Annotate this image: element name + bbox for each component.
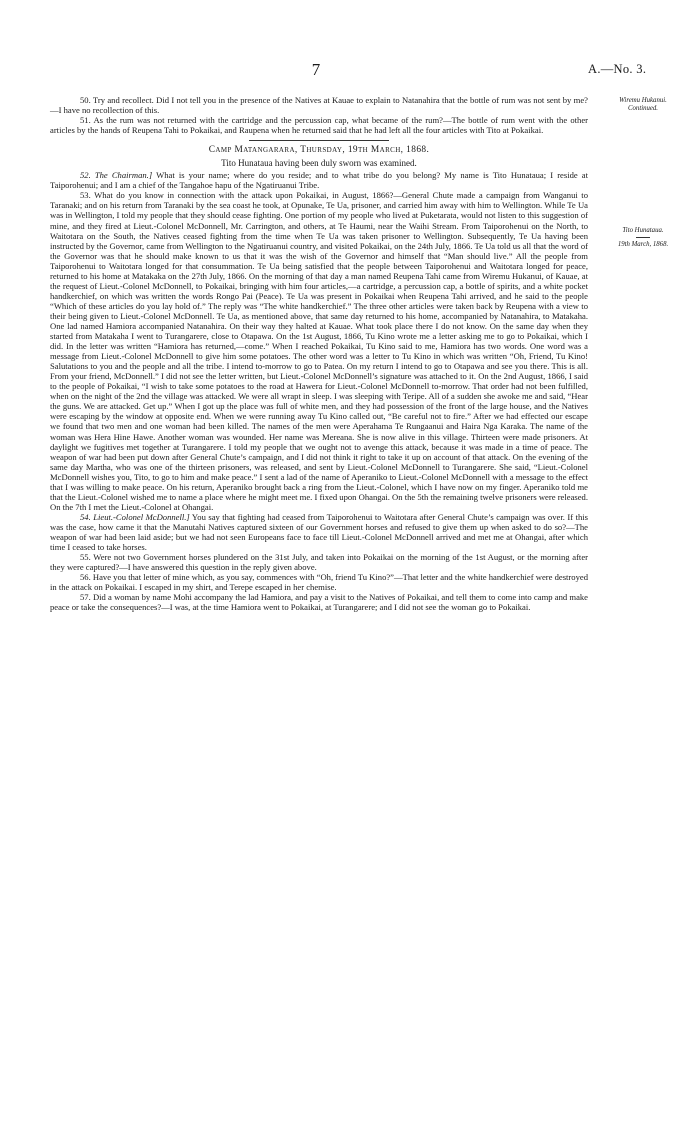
sidenote-continued: Continued. xyxy=(627,105,659,112)
sidenote-divider xyxy=(636,237,650,238)
paragraph-q55: 55. Were not two Government horses plundered on the 31st July, and taken into Pokaikai on the morning of the 1st August, or the morning after they were captured?—I have answered this question in the reply given above. xyxy=(50,552,588,573)
paper-reference: A.—No. 3. xyxy=(588,62,647,76)
paragraph-q56: 56. Have you that letter of mine which, as you say, commences with “Oh, friend Tu Kino?”—That letter and the white handkerchief were destroyed in the attack on Pokaikai. I escaped in my shirt, and Terepe escaped in her chemise. xyxy=(50,572,588,593)
speaker-label: 54. Lieut.-Colonel McDonnell.] xyxy=(80,511,190,522)
paragraph-q57: 57. Did a woman by name Mohi accompany the lad Hamiora, and pay a visit to the Natives of Pokaikai, and tell them to come into camp and make peace or take the consequences?—I was, at the time Hamiora went to Pokaikai, at Turangarere; and I did not see the woman go to Pokaikai. xyxy=(50,592,588,613)
paragraph-q52 xyxy=(50,170,588,190)
q54-text: You say that fighting had ceased from Taiporohenui to Waitotara after General Chute’s campaign was over. If this was the case, how came it that the Manutahi Natives captured sixteen of our Government horses and refused to give them up when asked to do so?—The weapon of war had been laid aside; but we had not seen Europeans face to face till Lieut.-Colonel McDonnell arrived and met me at Ohangai, after which time I ceased to take horses. xyxy=(50,511,588,553)
sidenote-name: Tito Hunataua. xyxy=(622,227,664,234)
sidenote-witness-1 xyxy=(596,97,690,113)
page-number: 7 xyxy=(311,60,321,79)
camp-place: Camp Matangarara xyxy=(208,145,295,156)
paragraph-q53: 53. What do you know in connection with the attack upon Pokaikai, in August, 1866?—General Chute made a campaign from Wanganui to Taranaki; and on his return from Taranaki by the sea coast he took, at Opunake, Te Ua, prisoner, and carried him away with him to Wellington. While Te Ua was in Wellington, I told my people that they should cease fighting. One portion of my people who lived at Puketarata, would not listen to this suggestion of mine, and they fired at Lieut.-Colonel McDonnell, Mr. Carrington, and others, at Te Haumi, near the Waihi Stream. From Taiporohenui on the North, to Waitotara on the South, the Natives ceased fighting from the time when Te Ua was taken prisoner to Wellington. Subsequently, Te Ua having been instructed by the Governor, came from Wellington to the Ngatiruanui country, and visited Pokaikai, on the 24th July, 1866. Te Ua told us all that the word of the Governor was that he should make known to us that it was the wish of the Governor and himself that “Man should live.” All the people from Taiporohenui to Waitotara longed for that consummation. Te Ua being satisfied that the people between Taiporohenui and Waitotara longed for peace, returned to his home at Matakaka on the 27th July, 1866. On the morning of that day a man named Reupena Tahi came from Wiremu Hukanui, of Kauae, at the request of Lieut.-Colonel McDonnell, to Pokaikai, bringing with him four articles,—a cartridge, a percussion cap, a bottle of spirits, and a white pocket handkerchief, on which was written the words Rongo Pai (Peace). Te Ua was present in Pokaikai when Reupena Tahi arrived, and he said to the people “Which of these articles do you lay hold of.” The reply was “The white handkerchief.” The three other articles were taken back by Reupena with a view to their being given to Lieut.-Colonel McDonnell. Te Ua, as mentioned above, that same day returned to his home, accompanied by Natanahira, to Matakaha. One lad named Hamiora accompanied Natanahira. On their way they halted at Kauae. What took place there I do not know. On the same day when they started from Matakaha I went to Turangarere, close to Otapawa. On the 1st August, 1866, Tu Kino wrote me a letter asking me to go to Pokaikai, which I did. In the letter was written “Hamiora has returned,—come.” When I reached Pokaikai, Tu Kino said to me, Hamiora has two words. One word was a message from Lieut.-Colonel McDonnell to give him some potatoes. The other word was a letter to Tu Kino in which was written “Oh, Friend, Tu Kino! Salutations to you and the people and all the tribe. I intend to-morrow to go to Patea. On my return I intend to go to Otapawa and see you there. This is all. From your friend, McDonnell.” I did not see the letter written, but Lieut.-Colonel McDonnell’s signature was attached to it. On the 2nd August, 1866, I said to the people of Pokaikai, “I wish to take some potatoes to the road at Hawera for Lieut.-Colonel McDonnell to-morrow. That order had not been fulfilled, when on the night of the 2nd the village was attacked. We were all wrapt in sleep. I was sleeping with Teripe. All of a sudden she awoke me and said, “Hear the guns. We are attacked. Get up.” When I got up the place was full of white men, and they had possession of the front of the large house, and the Natives were escaping by the window at opposite end. When we were running away Tu Kino called out, “Be careful not to fire.” After we had effected our escape we found that two men and one woman had been killed. The names of the men were Aperahama Te Rungaanui and Haira Nga Karaka. The name of the woman was Hera Hine Hawe. Another woman was wounded. Her name was Mereana. She is now alive in this village. Thirteen were made prisoners. At daylight we fugitives met together at Turangarere. I told my people that we ought not to avenge this attack, because it was made in a time of peace. The weapon of war had been put down after General Chute’s campaign, and I did not think it right to take it up on account of that attack. On the evening of the same day Martha, who was one of the thirteen prisoners, was released, and sent by Lieut.-Colonel McDonnell to Turangarere. She said, “Lieut.-Colonel McDonnell wishes you, Tito, to go to him and make peace.” I sent a lad of the name of Aperaniko to Lieut.-Colonel McDonnell with a message to the effect that I was willing to make peace. On his return, Aperaniko brought back a ring from the Lieut.-Colonel, which I have now on my finger. Aperaniko told me that the Lieut.-Colonel wished me to name a place where he might meet me. I fixed upon Ohangai. On the 5th the remaining twelve prisoners were released. On the 7th I met the Lieut.-Colonel at Ohangai. xyxy=(50,190,588,512)
sidenote-witness-2 xyxy=(596,227,690,249)
sworn-statement: Tito Hunataua having been duly sworn was examined. xyxy=(221,158,417,169)
q52-text: What is your name; where do you reside; and to what tribe do you belong? My name is Tito Hunataua; I reside at Taiporohenui; and I am a chief of the Tangahoe hapu of the Ngatiruanui Tribe. xyxy=(50,170,589,191)
speaker-label: 52. The Chairman.] xyxy=(80,170,153,181)
sidenote-name: Wiremu Hukanui. xyxy=(619,97,667,104)
sidenote-date: 19th March, 1868. xyxy=(617,241,669,248)
paragraph-q54 xyxy=(50,512,588,552)
paragraph-q51: 51. As the rum was not returned with the cartridge and the percussion cap, what became of the rum?—The bottle of rum went with the other articles by the hands of Reupena Tahi to Pokaikai, and Raupena when he returned said that he had left all the four articles with Tito at Pokaikai. xyxy=(50,115,588,136)
section-divider xyxy=(249,140,389,141)
document-body xyxy=(50,95,588,612)
paragraph-q50: 50. Try and recollect. Did I not tell you in the presence of the Natives at Kauae to explain to Natanahira that the bottle of rum was not sent by me?—I have no recollection of this. xyxy=(50,95,588,116)
camp-date: , Thursday, 19th March, 1868. xyxy=(294,145,430,156)
camp-heading xyxy=(50,145,588,155)
